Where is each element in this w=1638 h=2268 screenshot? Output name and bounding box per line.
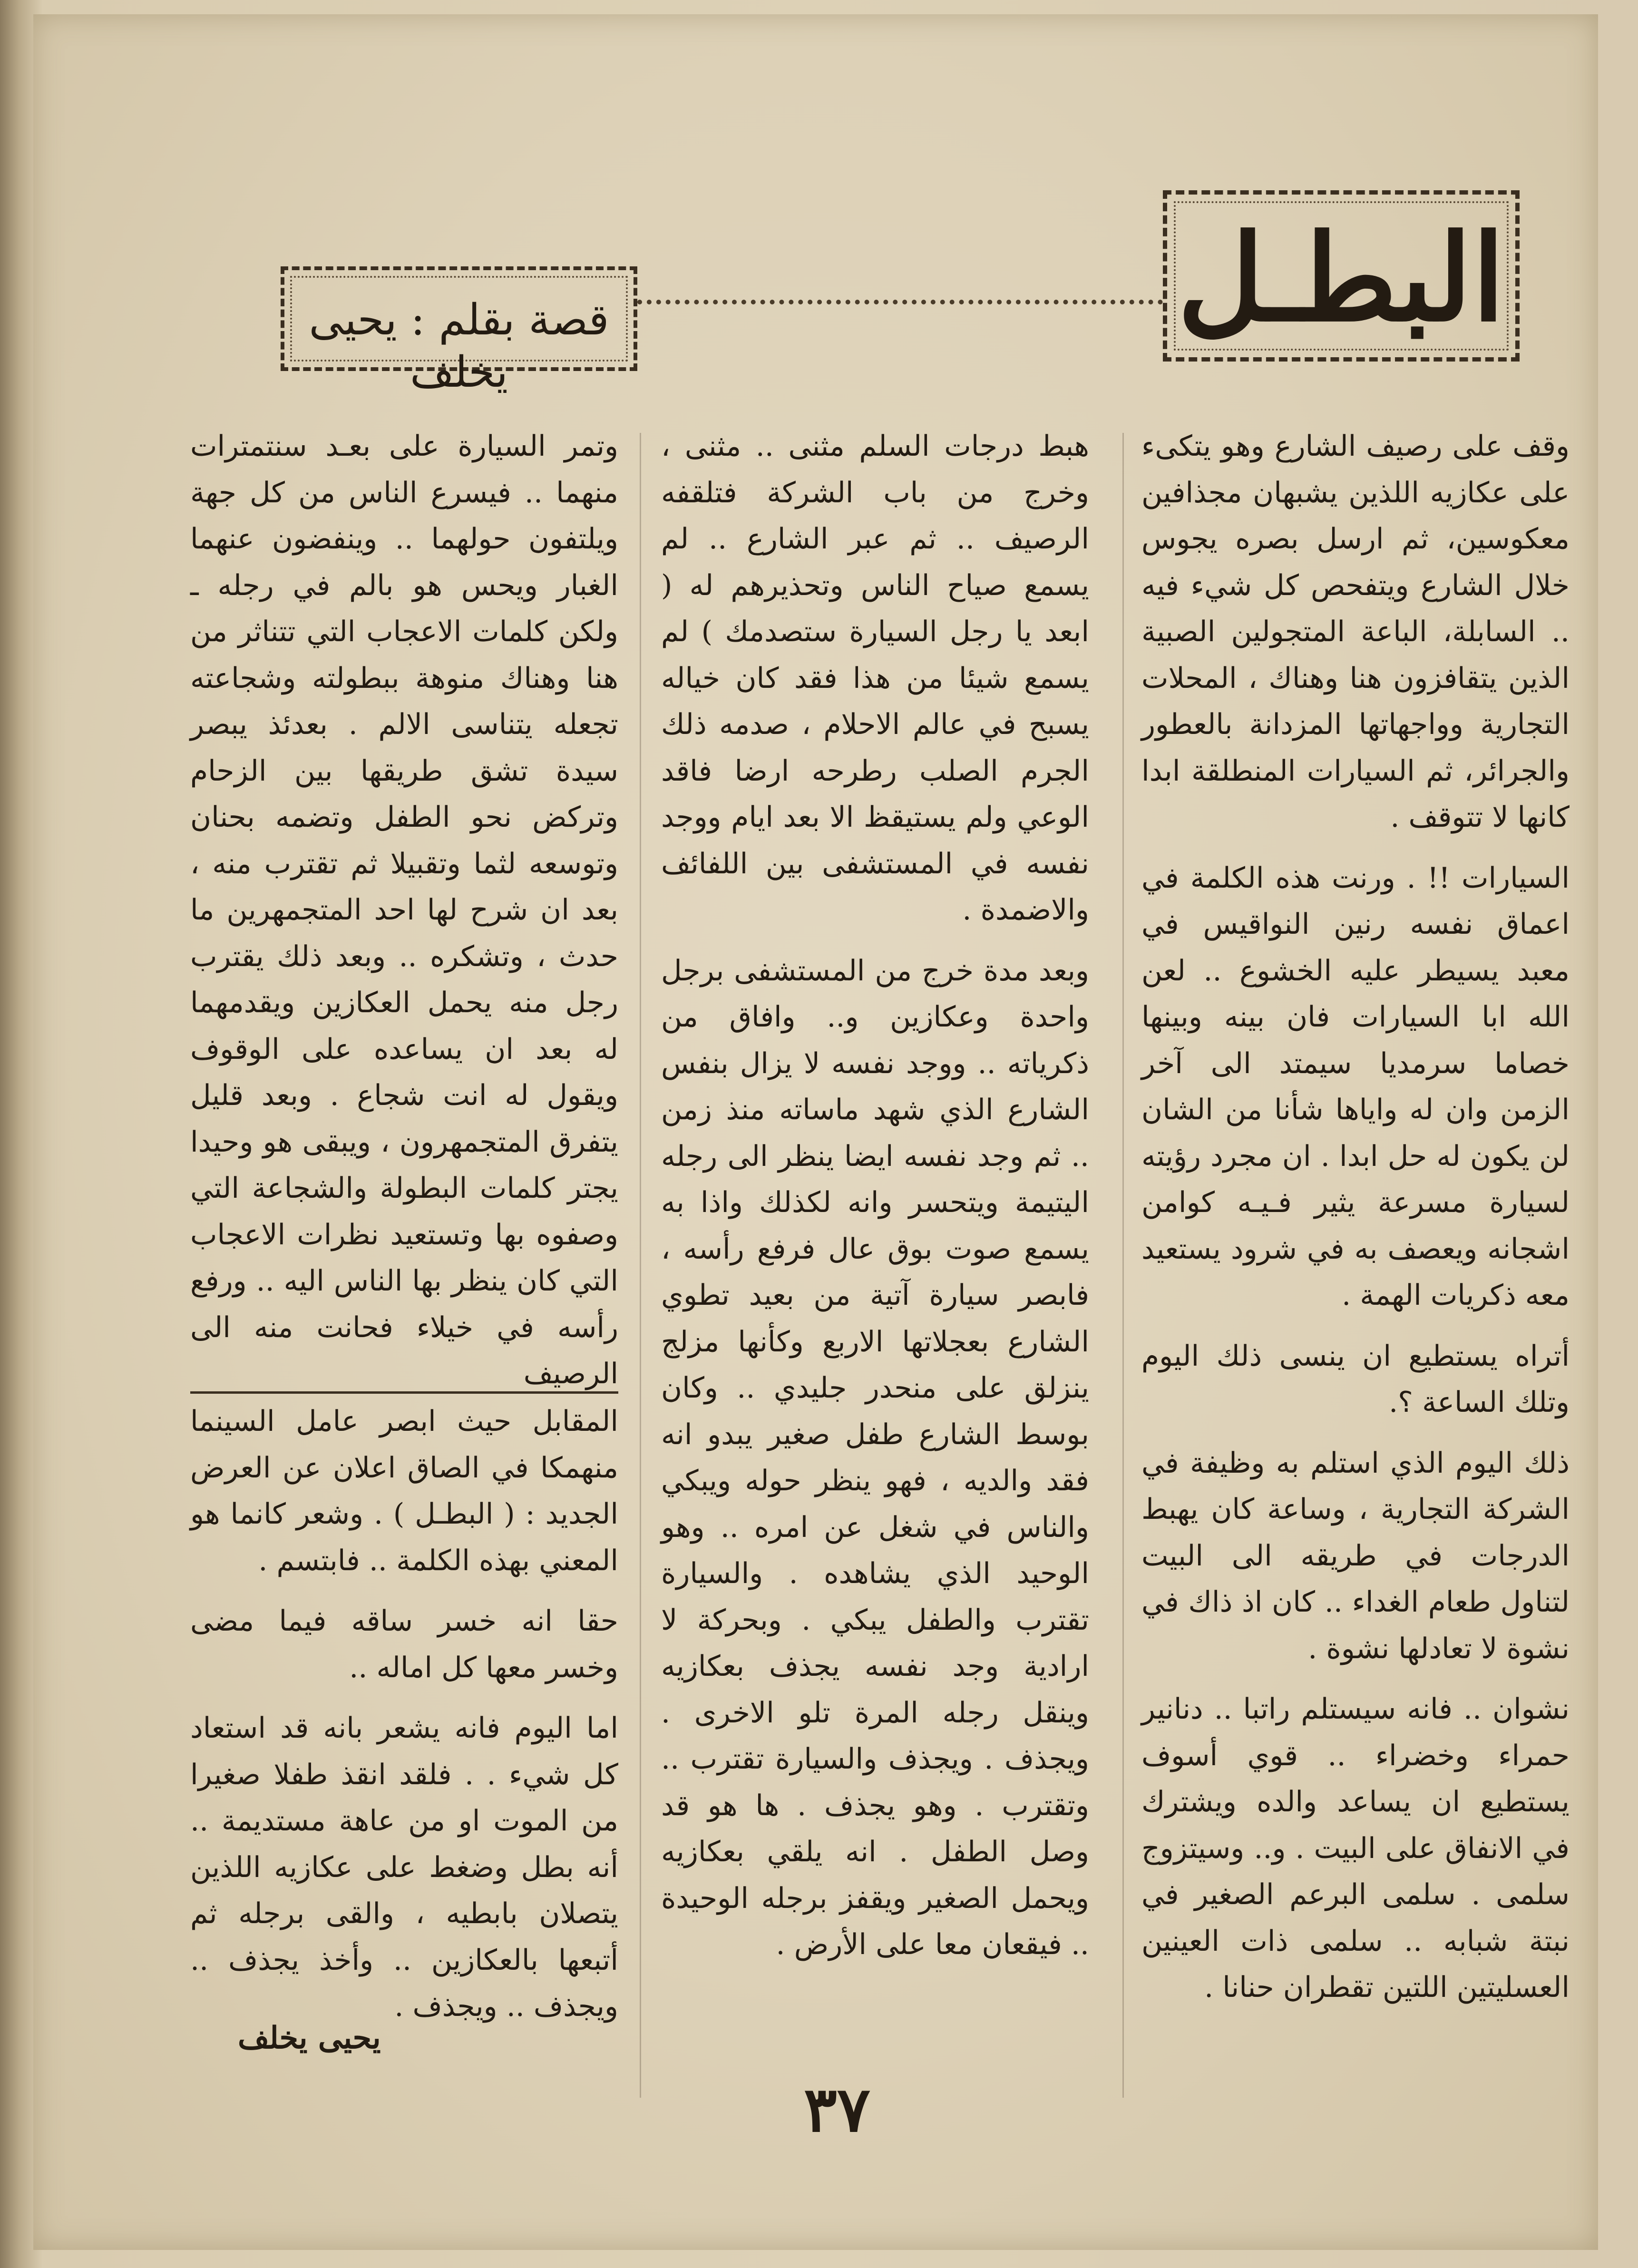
- paragraph: ذلك اليوم الذي استلم به وظيفة في الشركة التجارية ، وساعة كان يهبط الدرجات في طريقه الى البيت لتناول طعام الغداء .. كان اذ ذاك في نشوة لا تعادلها نشوة .: [1141, 1446, 1570, 1665]
- page-number: ٣٧: [804, 2073, 870, 2146]
- column-divider: [640, 433, 641, 2098]
- title-frame: [1163, 190, 1520, 362]
- paragraph: السيارات !! . ورنت هذه الكلمة في اعماق نفسه رنين النواقيس في معبد يسيطر عليه الخشوع .. لعن الله ابا السيارات فان بينه وبينها خصاما سرمديا سيمتد الى آخر الزمن وان له واياها شأنا من الشان لن يكون له حل ابدا . ان مجرد رؤيته لسيارة مسرعة يثير فـيـه كوامن اشجانه ويعصف به في شرود يستعيد معه ذكريات الهمة .: [1141, 861, 1570, 1312]
- column-left-continued: [190, 1398, 618, 2030]
- paragraph: حقا انه خسر ساقه فيما مضى وخسر معها كل اماله ..: [190, 1604, 618, 1684]
- paragraph: أتراه يستطيع ان ينسى ذلك اليوم وتلك الساعة ؟.: [1141, 1339, 1570, 1419]
- story-title: البطـل: [1177, 208, 1505, 348]
- paragraph: اما اليوم فانه يشعر بانه قد استعاد كل شيء . . فلقد انقذ طفلا صغيرا من الموت او من عاهة مستديمة .. أنه بطل وضغط على عكازيه اللذين يتصلان بابطيه ، والقى برجله ثم أتبعها بالعكازين .. وأخذ يجذف .. ويجذف .. ويجذف .: [190, 1711, 618, 2023]
- paragraph: نشوان .. فانه سيستلم راتبا .. دنانير حمراء وخضراء .. قوي أسوف يستطيع ان يساعد والده ويشترك في الانفاق على البيت . و.. وسيتزوج سلمى . سلمى البرعم الصغير في نبتة شبابه .. سلمى ذات العينين العسليتين اللتين تقطران حنانا .: [1141, 1692, 1570, 2004]
- column-divider: [1122, 433, 1124, 2098]
- title-dotted-rule: [637, 300, 1163, 304]
- column-left: [190, 423, 618, 1398]
- byline-frame: [281, 266, 637, 397]
- magazine-page: [33, 14, 1598, 2250]
- paragraph: وقف على رصيف الشارع وهو يتكىء على عكازيه اللذين يشبهان مجذافين معكوسين، ثم ارسل بصره يجوس خلال الشارع ويتفحص كل شيء فيه .. السابلة، الباعة المتجولين الصبية الذين يتقافزون هنا وهناك ، المحلات التجارية وواجهاتها المزدانة بالعطور والجرائر، ثم السيارات المنطلقة ابدا كانها لا تتوقف .: [1141, 430, 1570, 834]
- paragraph: وتمر السيارة على بعـد سنتمترات منهما .. فيسرع الناس من كل جهة ويلتفون حولهما .. وينفضون عنهما الغبار ويحس هو بالم في رجله ـ ولكن كلمات الاعجاب التي تتناثر من هنا وهناك منوهة ببطولته وشجاعته تجعله يتناسى الالم . بعدئذ يبصر سيدة تشق طريقها بين الزحام وتركض نحو الطفل وتضمه بحنان وتوسعه لثما وتقبيلا ثم تقترب منه ، بعد ان شرح لها احد المتجمهرين ما حدث ، وتشكره .. وبعد ذلك يقترب رجل منه يحمل العكازين ويقدمهما له بعد ان يساعده على الوقوف ويقول له انت شجاع . وبعد قليل يتفرق المتجمهرون ، ويبقى هو وحيدا يجتر كلمات البطولة والشجاعة التي وصفوه بها وتستعيد نظرات الاعجاب التي كان ينظر بها الناس اليه .. ورفع رأسه في خيلاء فحانت منه الى الرصيف: [190, 430, 618, 1390]
- paragraph: المقابل حيث ابصر عامل السينما منهمكا في الصاق اعلان عن العرض الجديد : ( البطـل ) . وشعر كانما هو المعني بهذه الكلمة .. فابتسم .: [190, 1405, 618, 1577]
- byline: قصة بقلم : يحيى يخلف: [309, 295, 609, 397]
- column-middle: [661, 423, 1089, 1968]
- column-right: [1141, 423, 1570, 2011]
- author-signature: يحيى يخلف: [238, 2020, 381, 2056]
- column-rule: [190, 1391, 618, 1394]
- paragraph: وبعد مدة خرج من المستشفى برجل واحدة وعكازين و.. وافاق من ذكرياته .. ووجد نفسه لا يزال بنفس الشارع الذي شهد ماساته منذ زمن .. ثم وجد نفسه ايضا ينظر الى رجله اليتيمة ويتحسر وانه لكذلك واذا به يسمع صوت بوق عال فرفع رأسه ، فابصر سيارة آتية من بعيد تطوي الشارع بعجلاتها الاربع وكأنها مزلج ينزلق على منحدر جليدي .. وكان بوسط الشارع طفل صغير يبدو انه فقد والديه ، فهو ينظر حوله ويبكي والناس في شغل عن امره .. وهو الوحيد الذي يشاهده . والسيارة تقترب والطفل يبكي . وبحركة لا ارادية وجد نفسه يجذف بعكازيه وينقل رجله المرة تلو الاخرى . ويجذف . ويجذف والسيارة تقترب .. وتقترب . وهو يجذف . ها هو قد وصل الطفل . انه يلقي بعكازيه ويحمل الصغير ويقفز برجله الوحيدة .. فيقعان معا على الأرض .: [661, 954, 1089, 1961]
- paragraph: هبط درجات السلم مثنى .. مثنى ، وخرج من باب الشركة فتلقفه الرصيف .. ثم عبر الشارع .. لم يسمع صياح الناس وتحذيرهم له ( ابعد يا رجل السيارة ستصدمك ) لم يسمع شيئا من هذا فقد كان خياله يسبح في عالم الاحلام ، صدمه ذلك الجرم الصلب رطرحه ارضا فاقد الوعي ولم يستيقظ الا بعد ايام ووجد نفسه في المستشفى بين اللفائف والاضمدة .: [661, 430, 1089, 927]
